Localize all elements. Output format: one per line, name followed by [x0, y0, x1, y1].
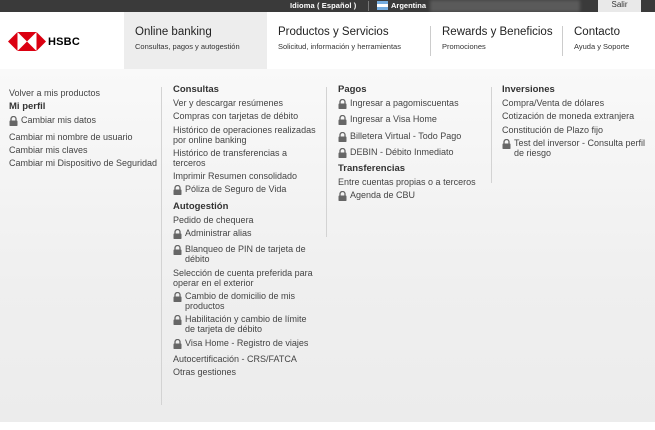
lock-icon [173, 339, 182, 351]
lock-icon [173, 245, 182, 257]
link-label: Cambiar mis datos [21, 115, 97, 126]
lock-icon [338, 115, 347, 127]
menu-link-constitucion-de-plazo-fijo[interactable] [502, 125, 650, 135]
menu-link-poliza-de-seguro-de-vida[interactable] [173, 184, 318, 197]
lock-icon [338, 132, 347, 144]
menu-link-ingresar-a-visa-home[interactable] [338, 114, 486, 127]
menu-link-seleccion-de-cuenta-preferida-para-opera[interactable] [173, 268, 318, 288]
lock-icon [338, 99, 347, 111]
link-label: Agenda de CBU [350, 190, 416, 201]
dropdown-menu [0, 69, 655, 430]
section-heading-pagos: Pagos [338, 84, 367, 95]
link-label: Administrar alias [185, 228, 252, 239]
link-label: DEBIN - Débito Inmediato [350, 146, 454, 157]
nav-subtitle: Ayuda y Soporte [574, 42, 630, 51]
lock-icon [502, 139, 511, 151]
page-content-peek [0, 422, 655, 430]
hsbc-logo[interactable] [8, 32, 80, 51]
section-heading-autogestion: Autogestión [173, 200, 229, 212]
link-label: Cotización de moneda extranjera [502, 111, 635, 122]
menu-link-historico-de-operaciones-realizadas-por-[interactable] [173, 125, 318, 145]
menu-link-otras-gestiones[interactable] [173, 367, 318, 377]
menu-link-visa-home-registro-de-viajes[interactable] [173, 338, 318, 351]
logout-button[interactable]: Salir [598, 0, 641, 12]
link-label: Autocertificación - CRS/FATCA [173, 353, 297, 364]
link-label: Visa Home - Registro de viajes [185, 337, 309, 348]
link-label: Compras con tarjetas de débito [173, 111, 299, 122]
menu-link-historico-de-transferencias-a-terceros[interactable] [173, 148, 318, 168]
argentina-flag-icon [377, 1, 388, 10]
column-consultas [173, 84, 318, 380]
column-divider [491, 87, 492, 183]
link-label: Test del inversor - Consulta perfil de riesgo [514, 137, 646, 158]
link-label: Selección de cuenta preferida para operar en el exterior [173, 267, 313, 288]
menu-link-entre-cuentas-propias-o-a-terceros[interactable] [338, 177, 486, 187]
menu-link-cambiar-mi-dispositivo-de-seguridad[interactable] [9, 158, 159, 168]
nav-online-banking[interactable] [124, 12, 267, 69]
link-label: Habilitación y cambio de límite de tarjeta de débito [185, 314, 307, 335]
main-header [0, 12, 655, 69]
link-label: Constitución de Plazo fijo [502, 124, 604, 135]
column-divider [161, 87, 162, 405]
menu-link-ingresar-a-pagomiscuentas[interactable] [338, 98, 486, 111]
menu-link-ver-y-descargar-resumenes[interactable] [173, 98, 318, 108]
link-label: Ingresar a Visa Home [350, 114, 437, 125]
language-selector[interactable]: Idioma ( Español ) [290, 1, 357, 10]
column-divider [326, 87, 327, 237]
menu-link-cotizacion-de-moneda-extranjera[interactable] [502, 111, 650, 121]
menu-link-autocertificacion-crs-fatca[interactable] [173, 354, 318, 364]
column-pagos [338, 84, 486, 207]
nav-rewards-beneficios[interactable] [431, 12, 561, 69]
nav-title: Online banking [135, 26, 212, 38]
nav-title: Productos y Servicios [278, 26, 389, 38]
link-label: Imprimir Resumen consolidado [173, 171, 298, 182]
link-label: Pedido de chequera [173, 214, 254, 225]
back-to-products-link[interactable] [9, 88, 159, 98]
link-label: Histórico de transferencias a terceros [173, 147, 288, 168]
nav-title: Rewards y Beneficios [442, 26, 553, 38]
nav-subtitle: Solicitud, información y herramientas [278, 42, 401, 51]
lock-icon [173, 185, 182, 197]
link-label: Cambio de domicilio de mis productos [185, 290, 296, 311]
link-label: Póliza de Seguro de Vida [185, 184, 287, 195]
menu-link-cambiar-mis-datos[interactable] [9, 115, 159, 128]
link-label: Cambiar mis claves [9, 144, 88, 155]
topbar-divider [368, 1, 369, 11]
lock-icon [338, 148, 347, 160]
section-heading-consultas: Consultas [173, 84, 219, 95]
link-label: Blanqueo de PIN de tarjeta de débito [185, 244, 306, 265]
link-label: Otras gestiones [173, 367, 237, 378]
menu-link-debin-debito-inmediato[interactable] [338, 147, 486, 160]
link-label: Billetera Virtual - Todo Pago [350, 130, 462, 141]
logo-text: HSBC [48, 35, 80, 48]
link-label: Entre cuentas propias o a terceros [338, 177, 476, 188]
nav-title: Contacto [574, 26, 621, 38]
lock-icon [173, 292, 182, 304]
menu-link-cambiar-mis-claves[interactable] [9, 145, 159, 155]
section-heading-transferencias: Transferencias [338, 163, 406, 175]
nav-subtitle: Consultas, pagos y autogestión [135, 42, 240, 51]
menu-link-administrar-alias[interactable] [173, 228, 318, 241]
menu-link-compra-venta-de-dolares[interactable] [502, 98, 650, 108]
menu-link-cambio-de-domicilio-de-mis-productos[interactable] [173, 291, 318, 311]
menu-link-cambiar-mi-nombre-de-usuario[interactable] [9, 132, 159, 142]
lock-icon [173, 315, 182, 327]
menu-link-imprimir-resumen-consolidado[interactable] [173, 171, 318, 181]
column-inversiones [502, 84, 650, 161]
menu-link-habilitacion-y-cambio-de-limite-de-tarje[interactable] [173, 314, 318, 334]
menu-link-blanqueo-de-pin-de-tarjeta-de-debito[interactable] [173, 244, 318, 264]
column-mi-perfil [9, 88, 159, 171]
link-label: Histórico de operaciones realizadas por online banking [173, 124, 316, 145]
lock-icon [173, 229, 182, 241]
link-label: Compra/Venta de dólares [502, 98, 605, 108]
nav-contacto[interactable] [563, 12, 655, 69]
menu-link-pedido-de-chequera[interactable] [173, 215, 318, 225]
section-heading-inversiones: Inversiones [502, 84, 555, 95]
link-label: Cambiar mi nombre de usuario [9, 131, 133, 142]
link-label: Ingresar a pagomiscuentas [350, 98, 459, 108]
menu-link-compras-con-tarjetas-de-debito[interactable] [173, 111, 318, 121]
menu-link-test-del-inversor-consulta-perfil-de-rie[interactable] [502, 138, 650, 158]
link-label: Ver y descargar resúmenes [173, 98, 284, 108]
top-utility-bar [0, 0, 655, 12]
lock-icon [338, 191, 347, 203]
menu-link-agenda-de-cbu[interactable] [338, 190, 486, 203]
user-name-blurred [430, 0, 580, 12]
link-label: Volver a mis productos [9, 88, 101, 98]
nav-subtitle: Promociones [442, 42, 486, 51]
link-label: Cambiar mi Dispositivo de Seguridad [9, 158, 158, 169]
nav-productos-servicios[interactable] [267, 12, 428, 69]
hsbc-hexagon-icon [8, 32, 46, 51]
lock-icon [9, 116, 18, 128]
section-heading-mi-perfil: Mi perfil [9, 101, 46, 113]
menu-link-billetera-virtual-todo-pago[interactable] [338, 131, 486, 144]
country-selector[interactable]: Argentina [391, 1, 427, 10]
